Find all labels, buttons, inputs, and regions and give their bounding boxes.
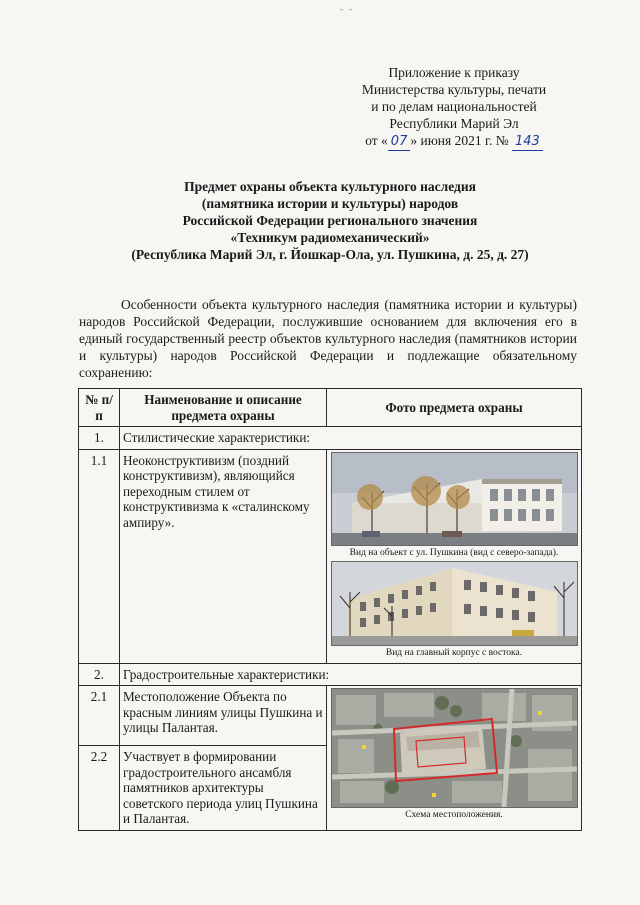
section-1-title: Стилистические характеристики: (120, 427, 582, 450)
title-line-2: (памятника истории и культуры) народов (201, 196, 459, 211)
section-2-number: 2. (79, 663, 120, 686)
row-2-2-number: 2.2 (79, 746, 120, 831)
location-map-image (331, 688, 578, 808)
building-photo-northwest (331, 452, 578, 546)
building-photo-east (331, 561, 578, 646)
table-row (79, 449, 582, 663)
appendix-line-2: Министерства культуры, печати (361, 82, 547, 97)
date-mid: » июня 2021 г. № (410, 133, 509, 148)
photo-1-caption: Вид на объект с ул. Пушкина (вид с северо-запада). (349, 547, 559, 558)
header-name: Наименование и описание предмета охраны (120, 389, 327, 427)
header-photo: Фото предмета охраны (327, 389, 582, 427)
photo-2-caption: Вид на главный корпус с востока. (385, 647, 523, 658)
row-2-1-number: 2.1 (79, 686, 120, 746)
title-line-4: «Техникум радиомеханический» (230, 230, 430, 245)
row-1-1-number: 1.1 (79, 449, 120, 663)
row-1-1-photos (327, 449, 582, 663)
table-section-row (79, 663, 582, 686)
appendix-line-4: Республики Марий Эл (389, 116, 519, 131)
document-title (90, 178, 570, 263)
date-prefix: от « (365, 133, 388, 148)
map-caption: Схема местоположения. (405, 810, 503, 820)
row-2-1-description: Местоположение Объекта по красным линиям улицы Пушкина и улицы Палантая. (120, 686, 327, 746)
table-header-row (79, 389, 582, 427)
appendix-header (330, 64, 578, 151)
row-1-1-description: Неоконструктивизм (поздний конструктивизм), являющийся переходным стилем от конструктивизма к «сталинскому ампиру». (120, 449, 327, 663)
row-2-2-description: Участвует в формировании градостроительного ансамбля памятников архитектуры советского периода улиц Пушкина и Палантая. (120, 746, 327, 831)
appendix-line-1: Приложение к приказу (388, 65, 520, 80)
header-number: № п/п (79, 389, 120, 427)
section-2-title: Градостроительные характеристики: (120, 663, 582, 686)
intro-paragraph (79, 296, 577, 381)
title-line-5: (Республика Марий Эл, г. Йошкар-Ола, ул. Пушкина, д. 25, д. 27) (131, 247, 529, 262)
title-line-1: Предмет охраны объекта культурного наследия (184, 179, 476, 194)
date-day-handwritten: 07 (388, 133, 411, 151)
title-line-3: Российской Федерации регионального значения (182, 213, 478, 228)
intro-text: Особенности объекта культурного наследия (памятника истории и культуры) народов Российской Федерации, послужившие основанием для включения его в единый государственный реестр объектов культурного наследия (памятников истории и культуры) народов Российской Федерации и подлежащие обязательному сохранению: (79, 297, 577, 380)
table-section-row (79, 427, 582, 450)
order-number-handwritten: 143 (512, 133, 543, 151)
section-1-number: 1. (79, 427, 120, 450)
appendix-line-3: и по делам национальностей (371, 99, 537, 114)
scan-mark: - - (340, 4, 355, 14)
table-row (79, 686, 582, 746)
protection-subject-table (78, 388, 582, 831)
appendix-date-line (330, 132, 578, 151)
location-map-cell (327, 686, 582, 831)
